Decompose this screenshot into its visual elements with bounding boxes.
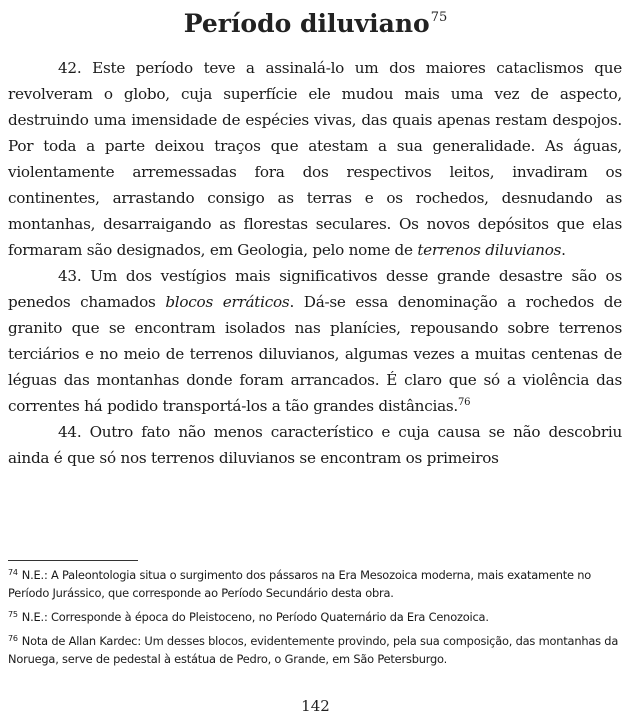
chapter-title	[0, 2, 631, 40]
paragraph-43	[8, 263, 622, 419]
paragraph-text-end: . Dá-se essa denominação a rochedos de granito que se encontram isolados nas planícies, repousando sobre terrenos terciários e no meio de terrenos diluvianos, algumas vezes a muitas centenas de léguas das montanhas donde foram arrancados. É claro que só a violência das correntes há podido transportá-los a tão grandes distâncias.	[8, 293, 622, 415]
paragraph-text-end: .	[561, 241, 566, 259]
page-number: 142	[301, 697, 330, 715]
paragraph-number: 43.	[58, 267, 82, 285]
title-footnote-ref: 75	[430, 10, 448, 25]
paragraph-number: 44.	[58, 423, 82, 441]
paragraph-text: Um dos vestígios mais significativos desse grande desastre são os penedos chamados	[8, 267, 622, 311]
footnote-number: 76	[8, 634, 18, 643]
footnote-text: N.E.: A Paleontologia situa o surgimento dos pássaros na Era Mesozoica moderna, mais exatamente no Período Jurássico, que corresponde ao Período Secundário desta obra.	[8, 568, 592, 600]
title-text: Período diluviano	[183, 9, 430, 38]
footnote-text: Nota de Allan Kardec: Um desses blocos, evidentemente provindo, pela sua composição, das montanhas da Noruega, serve de pedestal à estátua de Pedro, o Grande, em São Petersburgo.	[8, 634, 619, 666]
footnote-number: 74	[8, 568, 18, 577]
footnote-ref: 76	[458, 397, 471, 408]
footnote-number: 75	[8, 610, 18, 619]
paragraph-number: 42.	[58, 59, 82, 77]
footnote-74	[8, 566, 620, 602]
footnote-75	[8, 608, 620, 626]
footnote-text: N.E.: Corresponde à época do Pleistoceno, no Período Quaternário da Era Cenozoica.	[21, 610, 489, 624]
footnotes	[8, 566, 620, 674]
italic-term: terrenos diluvianos	[417, 241, 562, 259]
italic-term: blocos erráticos	[165, 293, 290, 311]
footnote-76	[8, 632, 620, 668]
paragraph-text: Este período teve a assinalá-lo um dos maiores cataclismos que revolveram o globo, cuja superfície ele mudou mais uma vez de aspecto, destruindo uma imensidade de espécies vivas, das quais apenas restam despojos. Por toda a parte deixou traços que atestam a sua generalidade. As águas, violentamente arremessadas fora dos respectivos leitos, invadiram os continentes, arrastando consigo as terras e os rochedos, desnudando as montanhas, desarraigando as florestas seculares. Os novos depósitos que elas formaram são designados, em Geologia, pelo nome de	[8, 59, 622, 259]
paragraph-42	[8, 55, 622, 263]
paragraph-text: Outro fato não menos característico e cuja causa se não descobriu ainda é que só nos terrenos diluvianos se encontram os primeiros	[8, 423, 622, 467]
body-text	[8, 55, 622, 471]
paragraph-44	[8, 419, 622, 471]
footnote-separator	[8, 560, 138, 561]
